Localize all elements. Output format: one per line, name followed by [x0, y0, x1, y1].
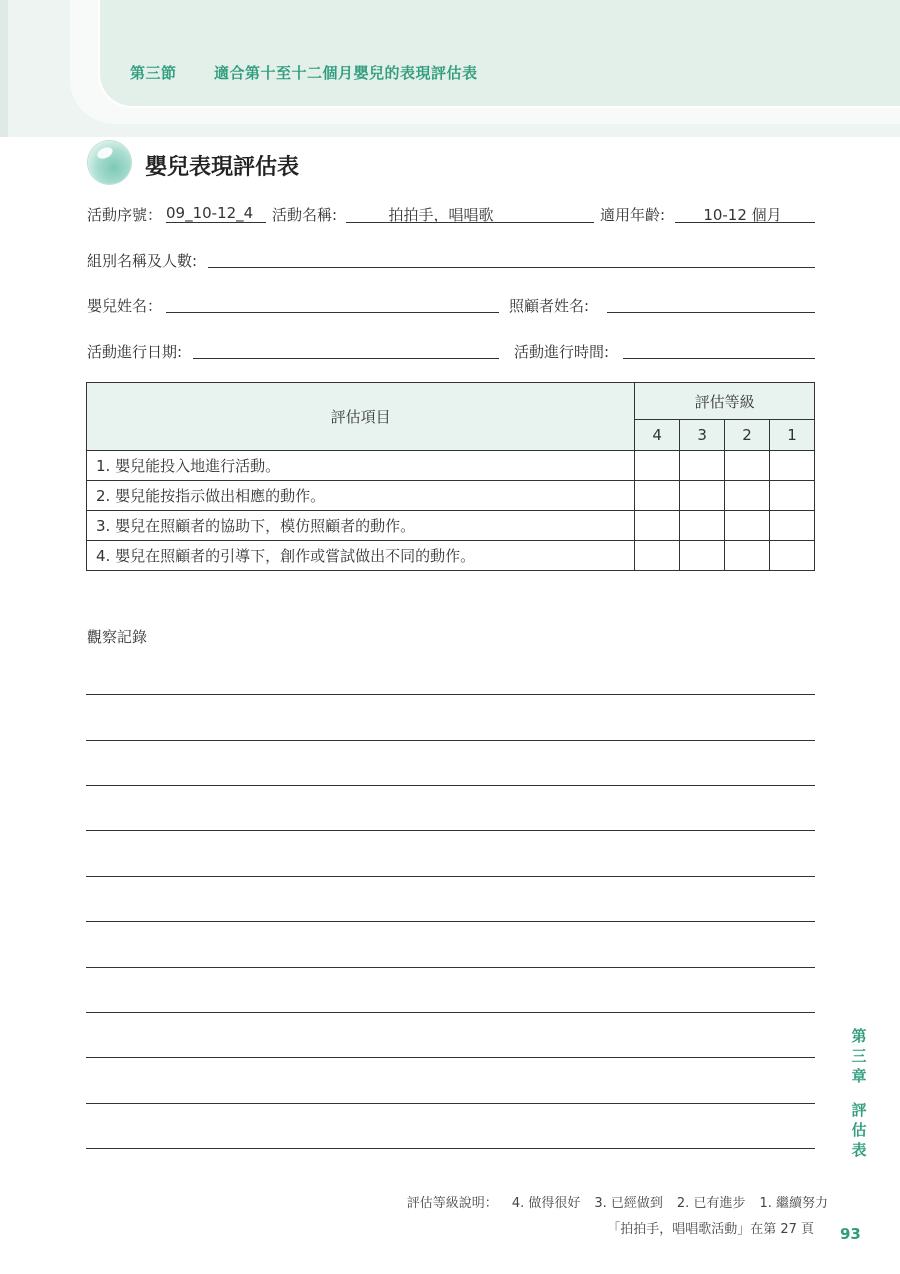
caregiver-field[interactable] [607, 312, 815, 313]
table-row [87, 511, 815, 541]
time-label: 活動進行時間: [514, 343, 610, 361]
header-edge [0, 0, 8, 137]
observation-line[interactable] [86, 740, 815, 741]
observation-line[interactable] [86, 967, 815, 968]
evaluation-table [86, 382, 815, 571]
observation-line[interactable] [86, 785, 815, 786]
table-row [87, 541, 815, 571]
grade-cell[interactable] [770, 451, 815, 481]
grade-cell[interactable] [680, 481, 725, 511]
grade-cell[interactable] [635, 481, 680, 511]
activity-reference: 「拍拍手，唱唱歌活動」在第 27 頁 [607, 1222, 814, 1237]
group-label: 組別名稱及人數: [87, 252, 198, 270]
form-title: 嬰兒表現評估表 [145, 155, 300, 180]
item-text: 4. 嬰兒在照顧者的引導下，創作或嘗試做出不同的動作。 [87, 541, 635, 571]
grade-legend [407, 1192, 828, 1211]
table-row [87, 481, 815, 511]
header-panel [98, 0, 900, 108]
grade-cell[interactable] [680, 541, 725, 571]
legend-item: 4. 做得很好 [511, 1196, 581, 1211]
group-field[interactable] [208, 267, 815, 268]
grade-cell[interactable] [725, 451, 770, 481]
grade-cell[interactable] [680, 511, 725, 541]
activity-name-value: 拍拍手，唱唱歌 [388, 206, 494, 224]
grade-cell[interactable] [770, 511, 815, 541]
activity-no-value: 09_10-12_4 [166, 204, 254, 222]
observation-line[interactable] [86, 921, 815, 922]
grade-cell[interactable] [680, 451, 725, 481]
legend-item: 1. 繼續努力 [759, 1196, 828, 1211]
grade-cell[interactable] [725, 481, 770, 511]
item-header: 評估項目 [87, 383, 635, 451]
table-row [87, 451, 815, 481]
observation-line[interactable] [86, 876, 815, 877]
grade-cell[interactable] [635, 451, 680, 481]
observation-line[interactable] [86, 1103, 815, 1104]
grade-1-header: 1 [770, 420, 815, 451]
chapter-name-char: 估 [851, 1121, 867, 1139]
grade-cell[interactable] [635, 511, 680, 541]
activity-no-underline [166, 222, 266, 223]
grade-3-header: 3 [680, 420, 725, 451]
baby-name-label: 嬰兒姓名： [87, 297, 163, 315]
grade-cell[interactable] [725, 541, 770, 571]
legend-item: 3. 已經做到 [594, 1196, 663, 1211]
activity-no-label: 活動序號： [87, 206, 163, 224]
section-title: 適合第十至十二個月嬰兒的表現評估表 [214, 64, 478, 82]
bubble-icon [88, 141, 131, 184]
page-number: 93 [840, 1225, 861, 1243]
observation-line[interactable] [86, 830, 815, 831]
item-text: 3. 嬰兒在照顧者的協助下，模仿照顧者的動作。 [87, 511, 635, 541]
date-label: 活動進行日期: [87, 343, 183, 361]
grade-4-header: 4 [635, 420, 680, 451]
item-text: 1. 嬰兒能投入地進行活動。 [87, 451, 635, 481]
observation-line[interactable] [86, 1148, 815, 1149]
item-text: 2. 嬰兒能按指示做出相應的動作。 [87, 481, 635, 511]
grade-header: 評估等級 [635, 383, 815, 420]
chapter-side-tab [846, 1026, 872, 1160]
age-label: 適用年齡: [600, 206, 666, 224]
observation-label: 觀察記錄 [87, 628, 148, 646]
baby-name-field[interactable] [166, 312, 499, 313]
caregiver-label: 照顧者姓名: [509, 297, 590, 315]
chapter-name-char: 評 [851, 1101, 867, 1119]
grade-cell[interactable] [635, 541, 680, 571]
observation-line[interactable] [86, 1057, 815, 1058]
observation-line[interactable] [86, 694, 815, 695]
grade-cell[interactable] [770, 541, 815, 571]
grade-cell[interactable] [725, 511, 770, 541]
legend-item: 2. 已有進步 [676, 1196, 746, 1211]
chapter-char: 三 [851, 1047, 867, 1065]
age-value: 10-12 個月 [703, 206, 782, 224]
chapter-name-char: 表 [851, 1141, 867, 1159]
activity-name-label: 活動名稱: [272, 206, 338, 224]
chapter-char: 第 [851, 1027, 867, 1045]
grade-cell[interactable] [770, 481, 815, 511]
legend-title: 評估等級說明： [406, 1196, 498, 1211]
chapter-char: 章 [851, 1067, 867, 1085]
time-field[interactable] [623, 358, 815, 359]
date-field[interactable] [193, 358, 499, 359]
section-label: 第三節 [130, 64, 177, 82]
grade-2-header: 2 [725, 420, 770, 451]
observation-line[interactable] [86, 1012, 815, 1013]
